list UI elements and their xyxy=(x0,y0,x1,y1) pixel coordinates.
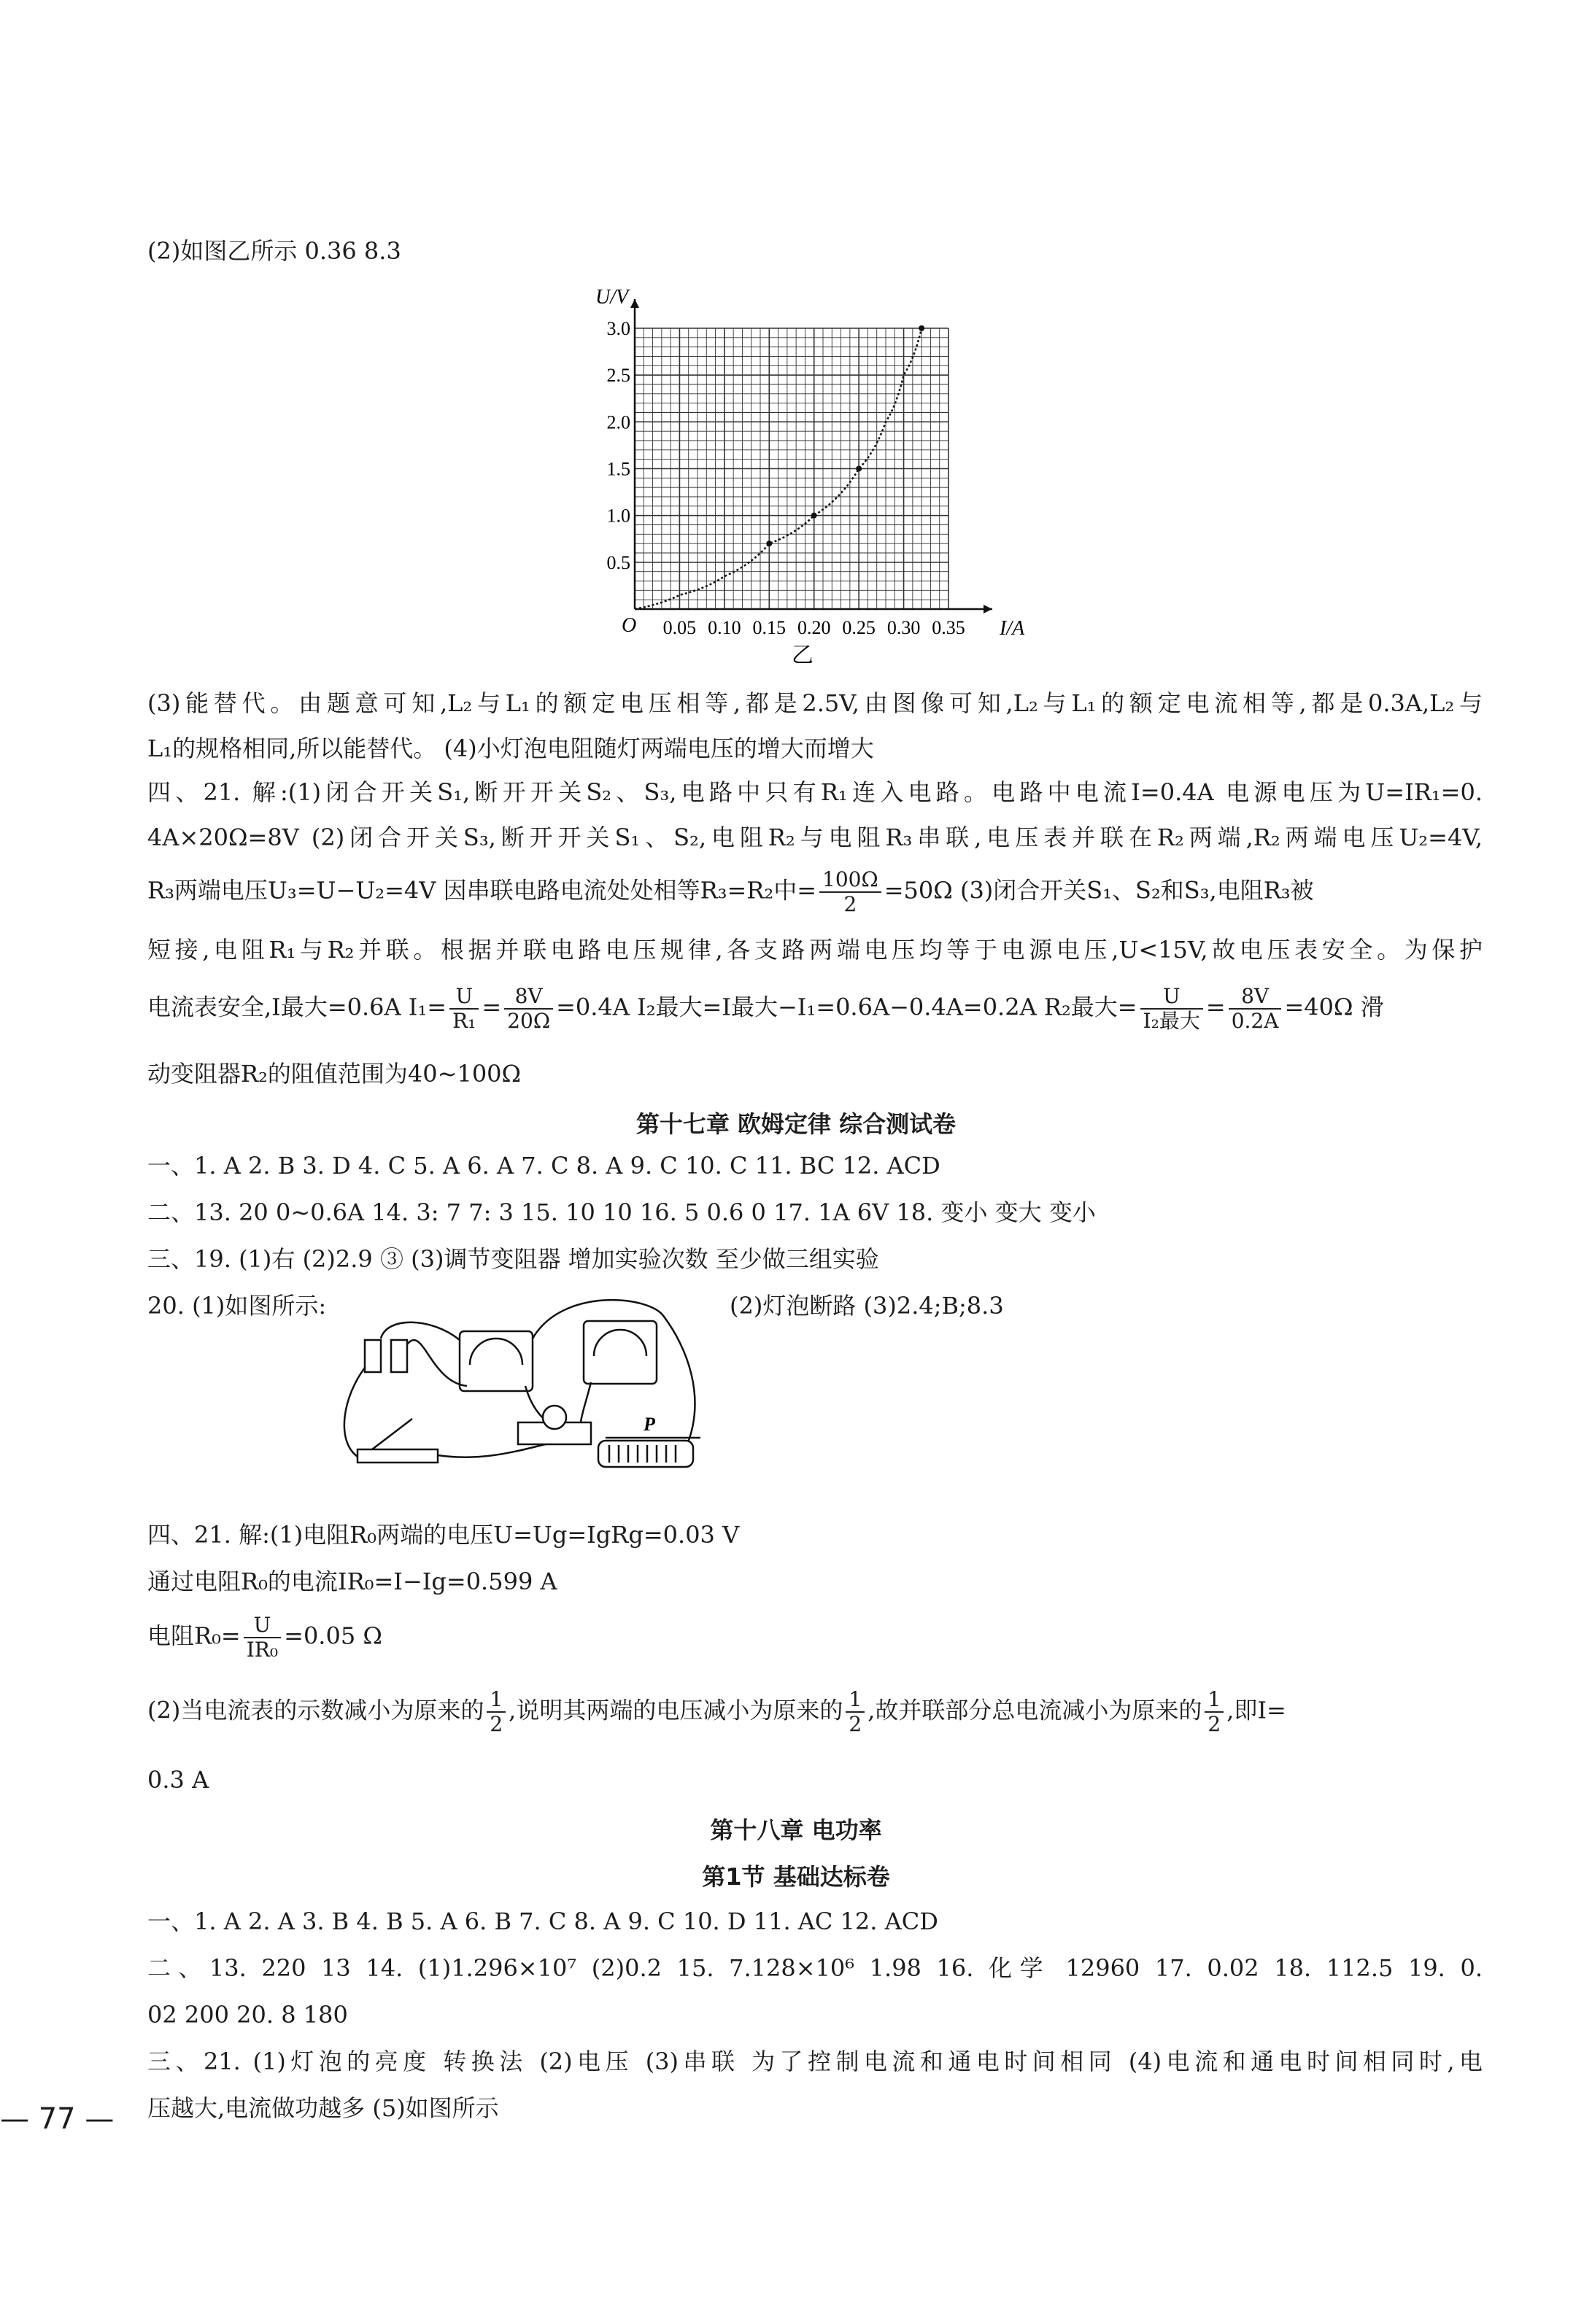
answer-line: 二、13. 20 0~0.6A 14. 3: 7 7: 3 15. 10 10 16. 5 0.6 0 17. 1A 6V 18. 变小 变大 变小 xyxy=(147,1198,1096,1226)
fraction: $\frac{1}{2}$ xyxy=(846,1688,865,1736)
lamp-bulb xyxy=(543,1406,566,1429)
answer-line: 短接,电阻R₁与R₂并联。根据并联电路电压规律,各支路两端电压均等于电源电压,U<15V,故电压表安全。为保护 xyxy=(147,936,1483,964)
circuit-diagram xyxy=(343,1295,766,1492)
answer-line: 三、19. (1)右 (2)2.9 ③ (3)调节变阻器 增加实验次数 至少做三组实验 xyxy=(147,1245,879,1273)
answer-line: 02 200 20. 8 180 xyxy=(147,2001,348,2029)
graph-caption: 乙 xyxy=(792,643,814,668)
x-tick-label: 0.25 xyxy=(842,617,876,638)
u-i-graph xyxy=(576,277,1043,671)
answer-line: 一、1. A 2. A 3. B 4. B 5. A 6. B 7. C 8. A 9. C 10. D 11. AC 12. ACD xyxy=(147,1907,938,1935)
data-point xyxy=(766,541,772,546)
y-tick-labels xyxy=(607,318,631,573)
answer-line: 20. (1)如图所示: xyxy=(147,1292,327,1320)
fraction: $\frac{U}{\text{R₁}}$ xyxy=(449,985,479,1033)
x-tick-label: 0.10 xyxy=(708,617,741,638)
y-axis-arrow xyxy=(630,299,639,308)
wire xyxy=(381,1322,460,1340)
page-number: — 77 — xyxy=(0,2102,115,2136)
answer-line: 四、21. 解:(1)电阻R₀两端的电压U=Ug=IgRg=0.03 V xyxy=(147,1521,740,1549)
y-tick-label: 2.5 xyxy=(606,365,630,387)
marked-points xyxy=(766,325,924,546)
rheostat xyxy=(598,1441,693,1467)
battery-cell xyxy=(391,1340,407,1372)
graph-grid xyxy=(635,328,948,609)
x-tick-label: 0.15 xyxy=(752,617,787,638)
y-tick-label: 1.0 xyxy=(606,505,630,527)
answer-line: 一、1. A 2. B 3. D 4. C 5. A 6. A 7. C 8. A 9. C 10. C 11. BC 12. ACD xyxy=(147,1152,940,1180)
section-heading: 第1节 基础达标卷 xyxy=(702,1863,890,1891)
x-tick-label: 0.20 xyxy=(797,617,831,638)
answer-line: (2)当电流表的示数减小为原来的 $\frac{1}{2}$ ,说明其两端的电压减小为原来的 $\frac{1}{2}$ ,故并联部分总电流减小为原来的 $\frac{1}{2}$ ,即I= xyxy=(147,1687,1286,1736)
x-tick-labels xyxy=(663,617,965,638)
fraction: $\frac{U}{\text{IR₀}}$ xyxy=(244,1614,281,1662)
answer-line: R₃两端电压U₃=U−U₂=4V 因串联电路电流处处相等R₃=R₂中= $\frac{100\Omega}{2}$ =50Ω (3)闭合开关S₁、S₂和S₃,电阻R₃被 xyxy=(147,867,1314,916)
answer-line: (2)灯泡断路 (3)2.4;B;8.3 xyxy=(730,1292,1004,1320)
y-tick-label: 2.0 xyxy=(606,411,630,433)
switch-blade xyxy=(372,1419,412,1449)
fraction: $\frac{8V}{20\Omega}$ xyxy=(504,985,553,1033)
answer-line: 电阻R₀= $\frac{U}{\text{IR₀}}$ =0.05 Ω xyxy=(147,1613,382,1662)
fraction: $\frac{100\Omega}{2}$ xyxy=(819,868,881,916)
answer-line: 压越大,电流做功越多 (5)如图所示 xyxy=(147,2094,499,2122)
fraction: $\frac{U}{\text{I₂最大}}$ xyxy=(1140,985,1203,1033)
data-point xyxy=(919,325,924,331)
answer-line: 二、13. 220 13 14. (1)1.296×10⁷ (2)0.2 15. 7.128×10⁶ 1.98 16. 化学 12960 17. 0.02 18. 112.5 19. 0. xyxy=(147,1954,1483,1982)
x-tick-label: 0.35 xyxy=(932,617,965,638)
answer-line: 电流表安全,I最大=0.6A I₁= $\frac{U}{\text{R₁}}$ = $\frac{8V}{20\Omega}$ =0.4A I₂最大=I最大−I₁=0.6A−0.4A=0.2A R₂最大= $\frac{U}{\text{I₂最大}}$ = $\frac{8V}{0.2A}$ =40Ω 滑 xyxy=(147,984,1384,1033)
origin-label: O xyxy=(622,614,637,637)
chapter-heading: 第十八章 电功率 xyxy=(710,1816,882,1844)
y-tick-label: 1.5 xyxy=(606,458,630,480)
data-point xyxy=(811,513,817,519)
wire xyxy=(344,1368,365,1457)
answer-line: 四、21. 解:(1)闭合开关S₁,断开开关S₂、S₃,电路中只有R₁连入电路。电路中电流I=0.4A 电源电压为U=IR₁=0. xyxy=(147,778,1483,806)
answer-line: 通过电阻R₀的电流IR₀=I−Ig=0.599 A xyxy=(147,1568,557,1595)
x-tick-label: 0.05 xyxy=(662,617,697,638)
answer-line: 动变阻器R₂的阻值范围为40~100Ω xyxy=(147,1060,522,1088)
fraction: $\frac{1}{2}$ xyxy=(487,1688,506,1736)
answer-line: 三、21. (1)灯泡的亮度 转换法 (2)电压 (3)串联 为了控制电流和通电时间相同 (4)电流和通电时间相同时,电 xyxy=(147,2048,1483,2075)
x-axis-label: I/A xyxy=(1000,617,1025,640)
chapter-heading: 第十七章 欧姆定律 综合测试卷 xyxy=(635,1110,957,1138)
x-axis-arrow xyxy=(984,605,992,613)
slider-label: P xyxy=(644,1414,655,1435)
x-tick-label: 0.30 xyxy=(886,617,921,638)
y-axis-label: U/V xyxy=(595,286,629,309)
answer-line: L₁的规格相同,所以能替代。 (4)小灯泡电阻随灯两端电压的增大而增大 xyxy=(147,735,874,762)
fraction: $\frac{1}{2}$ xyxy=(1205,1688,1224,1736)
battery-cell xyxy=(365,1340,381,1372)
switch-base xyxy=(358,1449,438,1463)
graph-axes xyxy=(630,299,992,613)
answer-line: 4A×20Ω=8V (2)闭合开关S₃,断开开关S₁、S₂,电阻R₂与电阻R₃串联,电压表并联在R₂两端,R₂两端电压U₂=4V, xyxy=(147,824,1483,851)
wire xyxy=(407,1340,467,1386)
answer-line: (3)能替代。由题意可知,L₂与L₁的额定电压相等,都是2.5V,由图像可知,L₂与L₁的额定电流相等,都是0.3A,L₂与 xyxy=(147,689,1483,717)
fraction: $\frac{8V}{0.2A}$ xyxy=(1229,985,1282,1033)
answer-line: 0.3 A xyxy=(147,1766,209,1794)
y-tick-label: 3.0 xyxy=(606,318,630,339)
data-point xyxy=(856,466,862,472)
answer-line: (2)如图乙所示 0.36 8.3 xyxy=(147,237,401,265)
y-tick-label: 0.5 xyxy=(606,551,630,573)
